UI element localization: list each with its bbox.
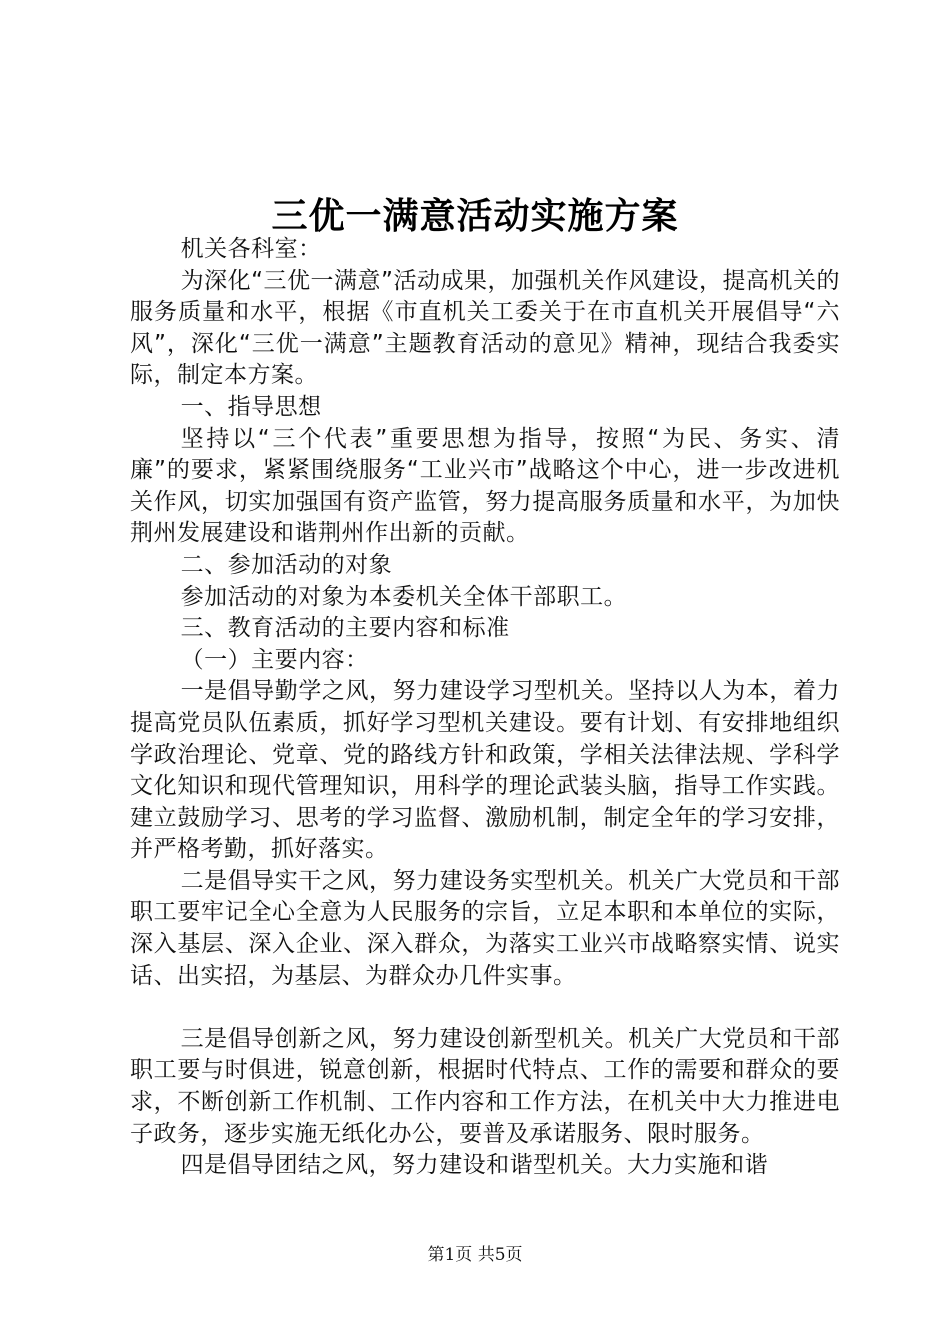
- section-heading-guiding-thought: 一、指导思想: [180, 393, 322, 420]
- guiding-thought-paragraph: 坚持以“三个代表”重要思想为指导，按照“为民、务实、清廉”的要求，紧紧围绕服务“工业兴市”战略这个中心，进一步改进机关作风，切实加强国有资产监管，努力提高服务质量和水平，为加快荆州发展建设和谐荆州作出新的贡献。: [130, 425, 840, 547]
- content-item-innovation: 三是倡导创新之风，努力建设创新型机关。机关广大党员和干部职工要与时俱进，锐意创新，根据时代特点、工作的需要和群众的要求，不断创新工作机制、工作内容和工作方法，在机关中大力推进电子政务，逐步实施无纸化办公，要普及承诺服务、限时服务。: [130, 1025, 840, 1147]
- content-item-practical: 二是倡导实干之风，努力建设务实型机关。机关广大党员和干部职工要牢记全心全意为人民服务的宗旨，立足本职和本单位的实际，深入基层、深入企业、深入群众，为落实工业兴市战略察实情、说实话、出实招，为基层、为群众办几件实事。: [130, 867, 840, 989]
- page-number-footer: 第1页 共5页: [427, 1245, 523, 1265]
- subsection-heading-main-content: （一）主要内容：: [180, 646, 369, 673]
- section-heading-participants: 二、参加活动的对象: [180, 551, 393, 578]
- salutation: 机关各科室：: [180, 236, 322, 262]
- content-item-study: 一是倡导勤学之风，努力建设学习型机关。坚持以人为本，着力提高党员队伍素质，抓好学习型机关建设。要有计划、有安排地组织学政治理论、党章、党的路线方针和政策，学相关法律法规、学科学文化知识和现代管理知识，用科学的理论武装头脑，指导工作实践。建立鼓励学习、思考的学习监督、激励机制，制定全年的学习安排，并严格考勤，抓好落实。: [130, 678, 840, 863]
- participants-paragraph: 参加活动的对象为本委机关全体干部职工。: [180, 583, 628, 610]
- content-item-unity: 四是倡导团结之风，努力建设和谐型机关。大力实施和谐: [180, 1152, 769, 1179]
- document-body: [130, 234, 840, 1182]
- document-title: 三优一满意活动实施方案: [271, 195, 679, 237]
- intro-paragraph: 为深化“三优一满意”活动成果，加强机关作风建设，提高机关的服务质量和水平，根据《市直机关工委关于在市直机关开展倡导“六风”，深化“三优一满意”主题教育活动的意见》精神，现结合我委实际，制定本方案。: [130, 267, 840, 389]
- section-heading-content-standards: 三、教育活动的主要内容和标准: [180, 615, 510, 642]
